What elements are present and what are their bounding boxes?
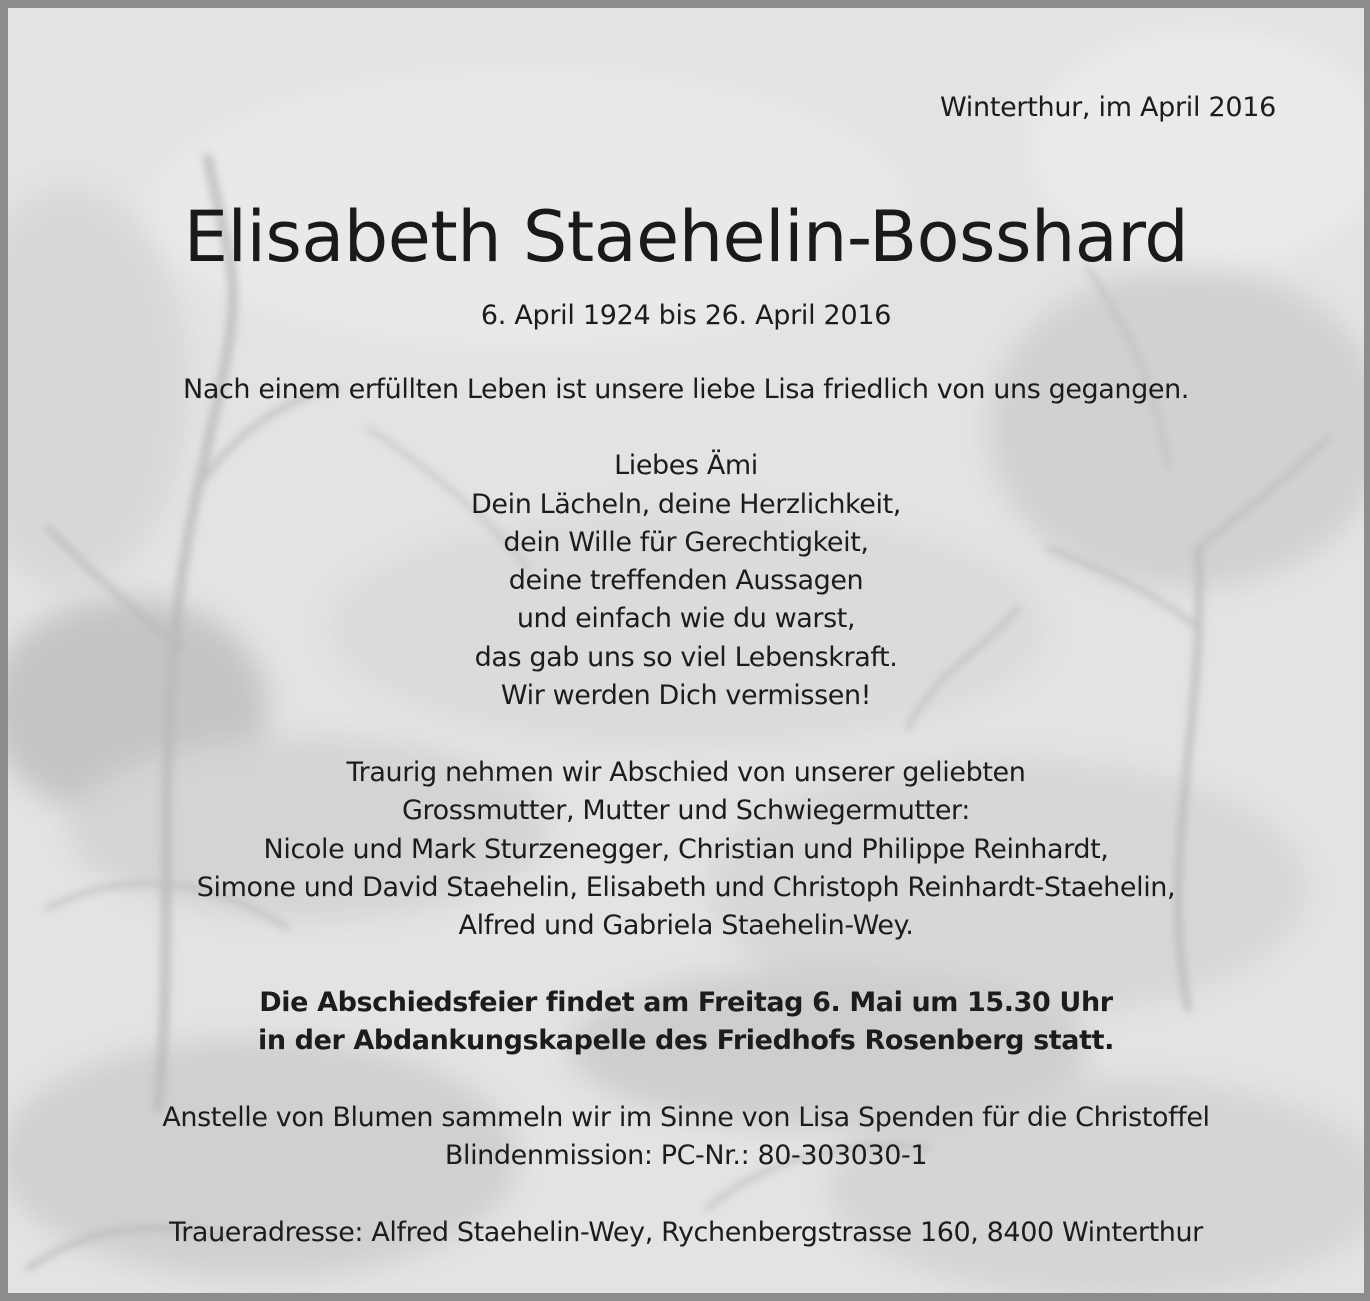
- poem-line: deine treffenden Aussagen: [508, 565, 864, 596]
- lifespan: 6. April 1924 bis 26. April 2016: [480, 300, 892, 331]
- ceremony-line: in der Abdankungskapelle des Friedhofs Rosenberg statt.: [258, 1025, 1114, 1056]
- mourners-line: Simone und David Staehelin, Elisabeth und Christoph Reinhardt-Staehelin,: [196, 872, 1176, 903]
- place-date: Winterthur, im April 2016: [940, 92, 1276, 123]
- poem-line: das gab uns so viel Lebenskraft.: [474, 642, 898, 673]
- donation-line: Anstelle von Blumen sammeln wir im Sinne von Lisa Spenden für die Christoffel: [162, 1102, 1210, 1133]
- mourners-line: Nicole und Mark Sturzenegger, Christian und Philippe Reinhardt,: [263, 834, 1109, 865]
- mourners-line: Grossmutter, Mutter und Schwiegermutter:: [402, 795, 970, 826]
- mourners-line: Traurig nehmen wir Abschied von unserer geliebten: [346, 757, 1026, 788]
- poem-line: Liebes Ämi: [614, 450, 758, 481]
- poem-line: Wir werden Dich vermissen!: [500, 680, 872, 711]
- donation-line: Blindenmission: PC-Nr.: 80-303030-1: [444, 1140, 928, 1171]
- deceased-name: Elisabeth Staehelin-Bosshard: [183, 196, 1189, 278]
- mourning-address: Traueradresse: Alfred Staehelin-Wey, Rychenbergstrasse 160, 8400 Winterthur: [169, 1217, 1203, 1248]
- poem-line: dein Wille für Gerechtigkeit,: [503, 527, 869, 558]
- ceremony-line: Die Abschiedsfeier findet am Freitag 6. Mai um 15.30 Uhr: [259, 987, 1113, 1018]
- mourners-line: Alfred und Gabriela Staehelin-Wey.: [458, 910, 914, 941]
- obituary-content: [8, 8, 1364, 1293]
- poem-line: und einfach wie du warst,: [516, 603, 856, 634]
- intro-text: Nach einem erfüllten Leben ist unsere liebe Lisa friedlich von uns gegangen.: [183, 374, 1189, 405]
- poem-line: Dein Lächeln, deine Herzlichkeit,: [471, 489, 901, 520]
